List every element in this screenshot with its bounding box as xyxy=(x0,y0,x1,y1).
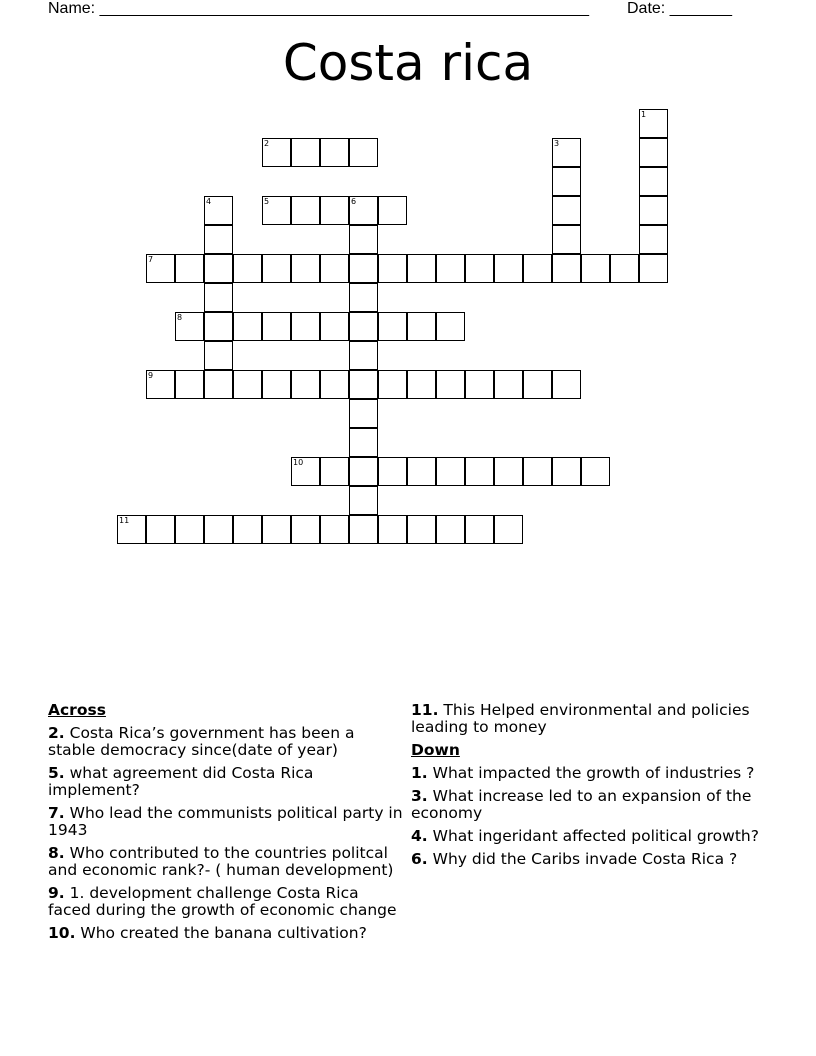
clue-across-7 xyxy=(48,805,403,839)
clue-number: 11. xyxy=(411,701,439,719)
grid-cell[interactable] xyxy=(349,428,378,457)
grid-cell[interactable] xyxy=(349,486,378,515)
grid-cell[interactable] xyxy=(204,225,233,254)
grid-cell[interactable] xyxy=(639,196,668,225)
grid-cell[interactable] xyxy=(349,312,378,341)
grid-cell[interactable] xyxy=(552,225,581,254)
clue-down-3 xyxy=(411,788,766,822)
grid-cell[interactable] xyxy=(349,515,378,544)
clue-number: 1. xyxy=(411,764,428,782)
cell-number: 9 xyxy=(148,371,154,380)
clue-text: 1. development challenge Costa Rica faced during the growth of economic change xyxy=(48,884,397,919)
grid-cell[interactable] xyxy=(494,515,523,544)
grid-cell[interactable] xyxy=(639,138,668,167)
grid-cell[interactable] xyxy=(523,370,552,399)
cell-number: 4 xyxy=(206,197,212,206)
cell-number: 7 xyxy=(148,255,154,264)
grid-cell[interactable] xyxy=(175,515,204,544)
grid-cell[interactable] xyxy=(320,515,349,544)
grid-cell[interactable] xyxy=(378,370,407,399)
grid-cell[interactable] xyxy=(639,167,668,196)
clue-number: 8. xyxy=(48,844,65,862)
grid-cell[interactable] xyxy=(204,283,233,312)
grid-cell[interactable] xyxy=(436,457,465,486)
clue-text: what agreement did Costa Rica implement? xyxy=(48,764,314,799)
clue-text: Who created the banana cultivation? xyxy=(80,924,367,942)
cell-number: 11 xyxy=(119,516,130,525)
cell-number: 10 xyxy=(293,458,304,467)
grid-cell[interactable] xyxy=(552,370,581,399)
grid-cell[interactable] xyxy=(523,254,552,283)
grid-cell[interactable] xyxy=(407,254,436,283)
clues-column-right xyxy=(411,702,766,874)
grid-cell[interactable] xyxy=(436,312,465,341)
grid-cell[interactable] xyxy=(262,196,291,225)
grid-cell[interactable] xyxy=(233,254,262,283)
grid-cell[interactable] xyxy=(262,312,291,341)
grid-cell[interactable] xyxy=(407,370,436,399)
clue-number: 9. xyxy=(48,884,65,902)
grid-cell[interactable] xyxy=(378,254,407,283)
grid-cell[interactable] xyxy=(262,370,291,399)
across-heading: Across xyxy=(48,701,106,719)
grid-cell[interactable] xyxy=(610,254,639,283)
clue-across-9 xyxy=(48,885,403,919)
grid-cell[interactable] xyxy=(494,254,523,283)
clue-text: This Helped environmental and policies leading to money xyxy=(411,701,750,736)
grid-cell[interactable] xyxy=(639,109,668,138)
grid-cell[interactable] xyxy=(436,254,465,283)
grid-cell[interactable] xyxy=(349,457,378,486)
grid-cell[interactable] xyxy=(349,138,378,167)
grid-cell[interactable] xyxy=(552,167,581,196)
cell-number: 1 xyxy=(641,110,647,119)
clue-number: 4. xyxy=(411,827,428,845)
grid-cell[interactable] xyxy=(175,312,204,341)
grid-cell[interactable] xyxy=(291,312,320,341)
grid-cell[interactable] xyxy=(204,196,233,225)
grid-cell[interactable] xyxy=(436,515,465,544)
grid-cell[interactable] xyxy=(407,515,436,544)
grid-cell[interactable] xyxy=(320,196,349,225)
grid-cell[interactable] xyxy=(407,457,436,486)
grid-cell[interactable] xyxy=(204,515,233,544)
grid-cell[interactable] xyxy=(639,225,668,254)
grid-cell[interactable] xyxy=(407,312,436,341)
clue-across-5 xyxy=(48,765,403,799)
grid-cell[interactable] xyxy=(349,341,378,370)
grid-cell[interactable] xyxy=(465,515,494,544)
clue-across-2 xyxy=(48,725,403,759)
grid-cell[interactable] xyxy=(581,457,610,486)
grid-cell[interactable] xyxy=(378,457,407,486)
grid-cell[interactable] xyxy=(349,225,378,254)
clue-text: Costa Rica’s government has been a stable democracy since(date of year) xyxy=(48,724,355,759)
grid-cell[interactable] xyxy=(581,254,610,283)
grid-cell[interactable] xyxy=(378,515,407,544)
grid-cell[interactable] xyxy=(262,138,291,167)
cell-number: 2 xyxy=(264,139,270,148)
grid-cell[interactable] xyxy=(291,138,320,167)
grid-cell[interactable] xyxy=(175,254,204,283)
clue-across-11 xyxy=(411,702,766,736)
grid-cell[interactable] xyxy=(349,370,378,399)
clue-text: Who contributed to the countries politcal and economic rank?- ( human development) xyxy=(48,844,394,879)
grid-cell[interactable] xyxy=(146,515,175,544)
down-heading: Down xyxy=(411,741,460,759)
clue-across-8 xyxy=(48,845,403,879)
date-field-line[interactable]: Date: _______ xyxy=(627,0,732,17)
clue-down-6 xyxy=(411,851,766,868)
grid-cell[interactable] xyxy=(204,312,233,341)
grid-cell[interactable] xyxy=(320,254,349,283)
grid-cell[interactable] xyxy=(233,515,262,544)
grid-cell[interactable] xyxy=(204,254,233,283)
grid-cell[interactable] xyxy=(465,457,494,486)
cell-number: 5 xyxy=(264,197,270,206)
grid-cell[interactable] xyxy=(552,254,581,283)
clue-text: Who lead the communists political party in 1943 xyxy=(48,804,403,839)
grid-cell[interactable] xyxy=(494,457,523,486)
grid-cell[interactable] xyxy=(552,196,581,225)
grid-cell[interactable] xyxy=(175,370,204,399)
clue-number: 7. xyxy=(48,804,65,822)
grid-cell[interactable] xyxy=(349,254,378,283)
clue-down-4 xyxy=(411,828,766,845)
grid-cell[interactable] xyxy=(204,370,233,399)
cell-number: 8 xyxy=(177,313,183,322)
grid-cell[interactable] xyxy=(552,457,581,486)
grid-cell[interactable] xyxy=(349,196,378,225)
clue-text: What ingeridant affected political growth? xyxy=(432,827,759,845)
grid-cell[interactable] xyxy=(552,138,581,167)
grid-cell[interactable] xyxy=(320,312,349,341)
clue-text: Why did the Caribs invade Costa Rica ? xyxy=(432,850,738,868)
clue-down-1 xyxy=(411,765,766,782)
page-title: Costa rica xyxy=(282,34,534,92)
name-field-line[interactable]: Name: _______________________________________________________ xyxy=(48,0,589,17)
clue-text: What increase led to an expansion of the economy xyxy=(411,787,752,822)
grid-cell[interactable] xyxy=(465,254,494,283)
grid-cell[interactable] xyxy=(117,515,146,544)
grid-cell[interactable] xyxy=(378,312,407,341)
clues-column-left xyxy=(48,702,403,948)
clue-number: 2. xyxy=(48,724,65,742)
grid-cell[interactable] xyxy=(291,254,320,283)
grid-cell[interactable] xyxy=(320,370,349,399)
grid-cell[interactable] xyxy=(204,341,233,370)
grid-cell[interactable] xyxy=(291,515,320,544)
grid-cell[interactable] xyxy=(291,196,320,225)
clue-number: 5. xyxy=(48,764,65,782)
clue-number: 10. xyxy=(48,924,76,942)
clue-number: 3. xyxy=(411,787,428,805)
grid-cell[interactable] xyxy=(639,254,668,283)
grid-cell[interactable] xyxy=(349,283,378,312)
clue-number: 6. xyxy=(411,850,428,868)
grid-cell[interactable] xyxy=(494,370,523,399)
grid-cell[interactable] xyxy=(349,399,378,428)
grid-cell[interactable] xyxy=(378,196,407,225)
cell-number: 3 xyxy=(554,139,560,148)
grid-cell[interactable] xyxy=(262,254,291,283)
grid-cell[interactable] xyxy=(320,138,349,167)
grid-cell[interactable] xyxy=(233,370,262,399)
grid-cell[interactable] xyxy=(320,457,349,486)
grid-cell[interactable] xyxy=(146,254,175,283)
grid-cell[interactable] xyxy=(436,370,465,399)
grid-cell[interactable] xyxy=(233,312,262,341)
cell-number: 6 xyxy=(351,197,357,206)
grid-cell[interactable] xyxy=(146,370,175,399)
clue-across-10 xyxy=(48,925,403,942)
grid-cell[interactable] xyxy=(465,370,494,399)
grid-cell[interactable] xyxy=(291,457,320,486)
grid-cell[interactable] xyxy=(291,370,320,399)
grid-cell[interactable] xyxy=(523,457,552,486)
grid-cell[interactable] xyxy=(262,515,291,544)
clue-text: What impacted the growth of industries ? xyxy=(432,764,755,782)
